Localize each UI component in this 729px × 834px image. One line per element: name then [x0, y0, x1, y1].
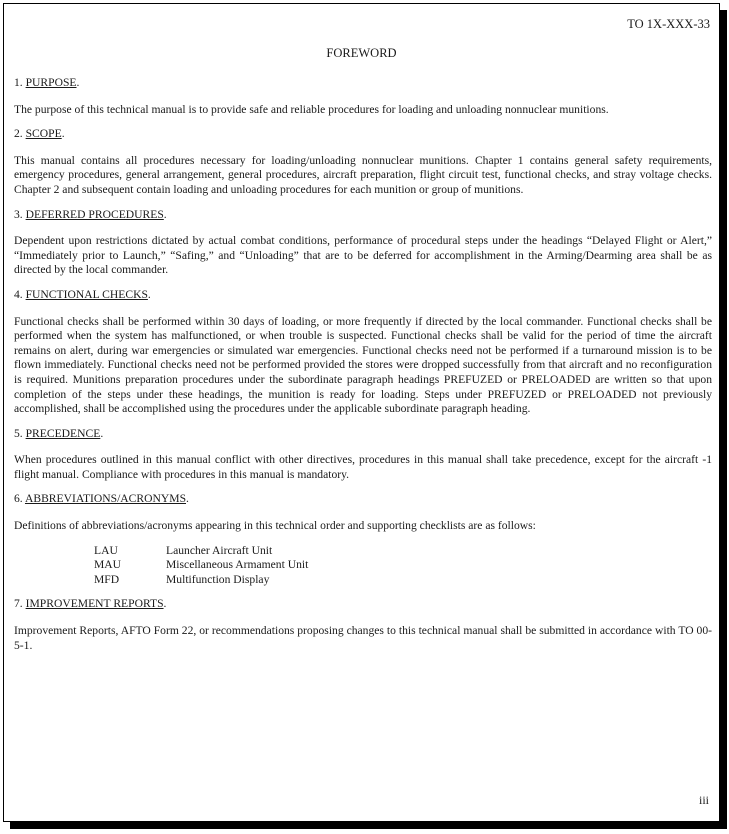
abbreviation-code: LAU [94, 543, 118, 557]
section-number: 2. [14, 127, 23, 141]
section-number: 4. [14, 287, 23, 301]
section-paragraph: Improvement Reports, AFTO Form 22, or recommendations proposing changes to this technical manual shall be submitted in accordance with TO 00-5-1. [14, 624, 712, 652]
section-title: ABBREVIATIONS/ACRONYMS [24, 492, 187, 506]
section-number: 7. [14, 597, 23, 611]
page-title: FOREWORD [326, 46, 397, 60]
foreword-content [14, 76, 712, 663]
abbreviation-row [94, 573, 308, 588]
section-paragraph: The purpose of this technical manual is to provide safe and reliable procedures for loading and unloading nonnuclear munitions. [14, 102, 609, 116]
section-number: 3. [14, 207, 23, 221]
abbreviation-code: MFD [94, 572, 120, 586]
section-paragraph: Definitions of abbreviations/acronyms appearing in this technical order and supporting checklists are as follows: [14, 519, 536, 533]
abbreviation-code: MAU [94, 558, 122, 572]
page-shadow-right [720, 10, 727, 829]
section-heading-deferred-procedures: 3. DEFERRED PROCEDURES. [14, 207, 167, 221]
abbreviation-meaning: Launcher Aircraft Unit [166, 543, 273, 557]
section-number: 6. [14, 492, 23, 506]
abbreviation-row [94, 544, 308, 559]
section-paragraph: Dependent upon restrictions dictated by actual combat conditions, performance of procedural steps under the headings “Delayed Flight or Alert,” “Immediately prior to Launch,” “Safing,” and “Unloading” that are to be deferred for accomplishment in the Arming/Dearming area shall be as directed by the local commander. [14, 234, 712, 277]
section-heading-abbreviations: 6. ABBREVIATIONS/ACRONYMS. [14, 492, 189, 506]
section-number: 5. [14, 426, 23, 440]
section-title: DEFERRED PROCEDURES [25, 207, 164, 221]
section-paragraph: When procedures outlined in this manual conflict with other directives, procedures in this manual shall take precedence, except for the aircraft -1 flight manual. Compliance with procedures in this manual is mandatory. [14, 453, 712, 481]
section-title: SCOPE [25, 127, 62, 141]
doc-number: TO 1X-XXX-33 [627, 17, 710, 31]
abbreviation-row [94, 558, 308, 573]
abbreviation-meaning: Miscellaneous Armament Unit [166, 558, 309, 572]
section-title: IMPROVEMENT REPORTS [25, 597, 164, 611]
section-title: FUNCTIONAL CHECKS [25, 287, 148, 301]
section-title: PURPOSE [25, 76, 77, 89]
section-title: PRECEDENCE [25, 426, 101, 440]
section-heading-improvement-reports: 7. IMPROVEMENT REPORTS. [14, 597, 167, 611]
section-paragraph: Functional checks shall be performed within 30 days of loading, or more frequently if directed by the local commander. Functional checks shall be performed when the system has malfunctioned, or when trouble is suspected. Functional checks shall be valid for the period of time the aircraft remains on alert, during war emergencies or simulated war emergencies. Functional checks need not be performed if a turnaround mission is to be flown immediately. Functional checks need not be performed provided the stores were dropped successfully from that aircraft and no reconfiguration is required. Munitions preparation procedures under the subordinate paragraph headings PREFUZED or PRELOADED are written so that upon completion of the steps under these headings, the munition is ready for loading. Steps under PREFUZED or PRELOADED not previously accomplished, shall be accomplished using the procedures under the applicable subordinate paragraph heading. [14, 314, 712, 416]
page-number: iii [698, 793, 709, 807]
section-heading-precedence: 5. PRECEDENCE. [14, 426, 104, 440]
section-heading-purpose: 1. PURPOSE. [14, 76, 80, 89]
page-shadow-bottom [10, 822, 727, 829]
section-number: 1. [14, 76, 23, 89]
abbreviation-meaning: Multifunction Display [166, 572, 270, 586]
section-heading-functional-checks: 4. FUNCTIONAL CHECKS. [14, 287, 151, 301]
section-paragraph: This manual contains all procedures necessary for loading/unloading nonnuclear munitions. Chapter 1 contains general safety requirements, emergency procedures, general arrangement, general procedures, aircraft preparation, flight circuit test, functional checks, and stray voltage checks. Chapter 2 and subsequent contain loading and unloading procedures for each munition or group of munitions. [14, 153, 712, 196]
document-page [3, 3, 720, 822]
abbreviations-table [94, 544, 308, 588]
section-heading-scope: 2. SCOPE. [14, 127, 65, 141]
